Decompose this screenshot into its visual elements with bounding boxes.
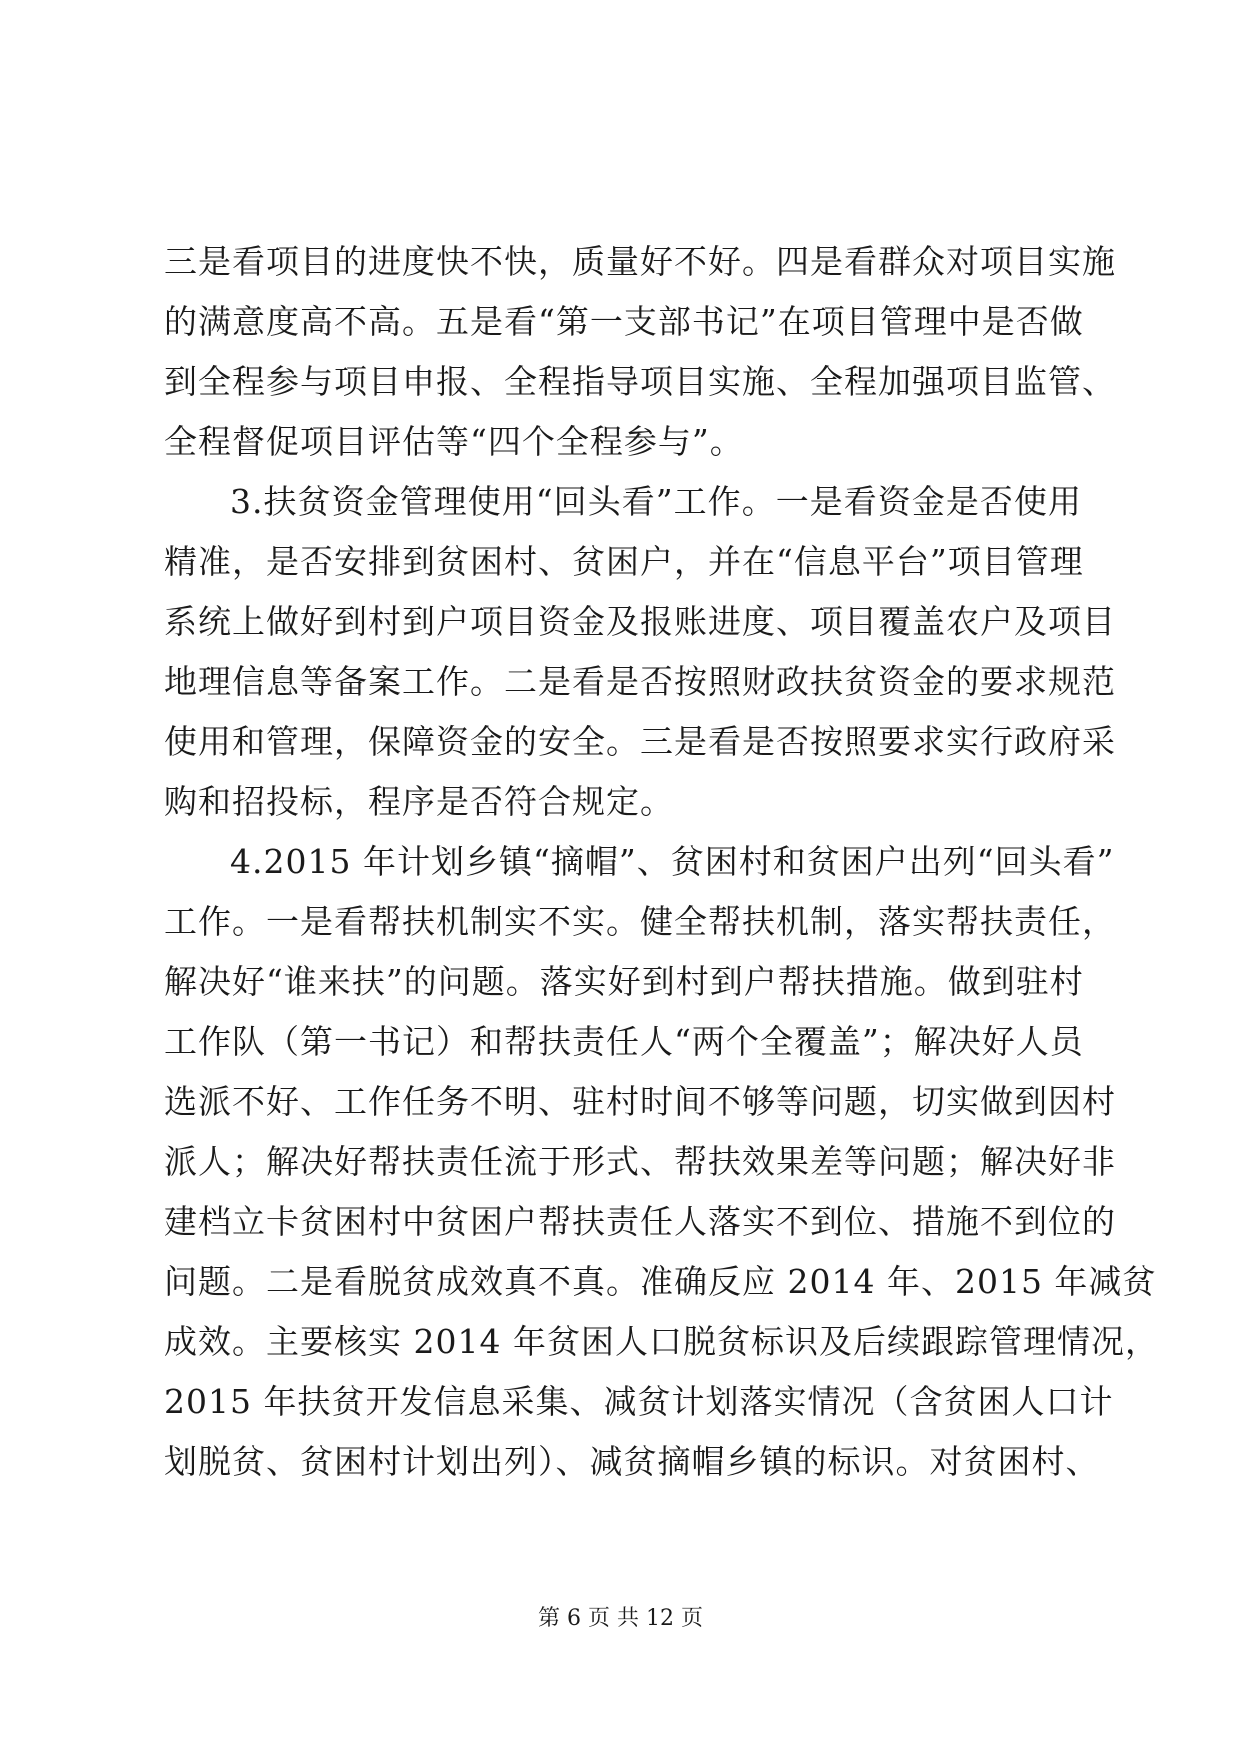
body-text-line: 工作。一是看帮扶机制实不实。健全帮扶机制，落实帮扶责任， [164, 902, 1116, 941]
body-text-line: 系统上做好到村到户项目资金及报账进度、项目覆盖农户及项目 [164, 602, 1116, 641]
body-text-line: 选派不好、工作任务不明、驻村时间不够等问题，切实做到因村 [164, 1082, 1116, 1121]
page-number-footer: 第 6 页 共 12 页 [538, 1606, 703, 1631]
body-text-line: 工作队（第一书记）和帮扶责任人“两个全覆盖”；解决好人员 [164, 1022, 1084, 1061]
body-text-line: 三是看项目的进度快不快，质量好不好。四是看群众对项目实施 [164, 242, 1116, 281]
body-text-line: 到全程参与项目申报、全程指导项目实施、全程加强项目监管、 [164, 362, 1116, 401]
body-text-line: 使用和管理，保障资金的安全。三是看是否按照要求实行政府采 [164, 722, 1116, 761]
body-text-line: 解决好“谁来扶”的问题。落实好到村到户帮扶措施。做到驻村 [164, 962, 1084, 1001]
body-text-line: 划脱贫、贫困村计划出列）、减贫摘帽乡镇的标识。对贫困村、 [164, 1442, 1100, 1481]
body-text-line: 问题。二是看脱贫成效真不真。准确反应 2014 年、2015 年减贫 [164, 1262, 1157, 1301]
body-text-line: 的满意度高不高。五是看“第一支部书记”在项目管理中是否做 [164, 302, 1084, 341]
body-text-line: 3.扶贫资金管理使用“回头看”工作。一是看资金是否使用 [230, 482, 1082, 521]
body-text-line: 精准，是否安排到贫困村、贫困户，并在“信息平台”项目管理 [164, 542, 1084, 581]
body-text-line: 购和招投标，程序是否符合规定。 [164, 782, 674, 821]
body-text-line: 2015 年扶贫开发信息采集、减贫计划落实情况（含贫困人口计 [164, 1382, 1114, 1421]
body-text-line: 建档立卡贫困村中贫困户帮扶责任人落实不到位、措施不到位的 [164, 1202, 1116, 1241]
body-text-line: 成效。主要核实 2014 年贫困人口脱贫标识及后续跟踪管理情况， [164, 1322, 1159, 1361]
body-text-line: 派人；解决好帮扶责任流于形式、帮扶效果差等问题；解决好非 [164, 1142, 1116, 1181]
body-text-line: 地理信息等备案工作。二是看是否按照财政扶贫资金的要求规范 [164, 662, 1116, 701]
body-text-line: 全程督促项目评估等“四个全程参与”。 [164, 422, 744, 461]
body-text-line: 4.2015 年计划乡镇“摘帽”、贫困村和贫困户出列“回头看” [230, 842, 1115, 881]
